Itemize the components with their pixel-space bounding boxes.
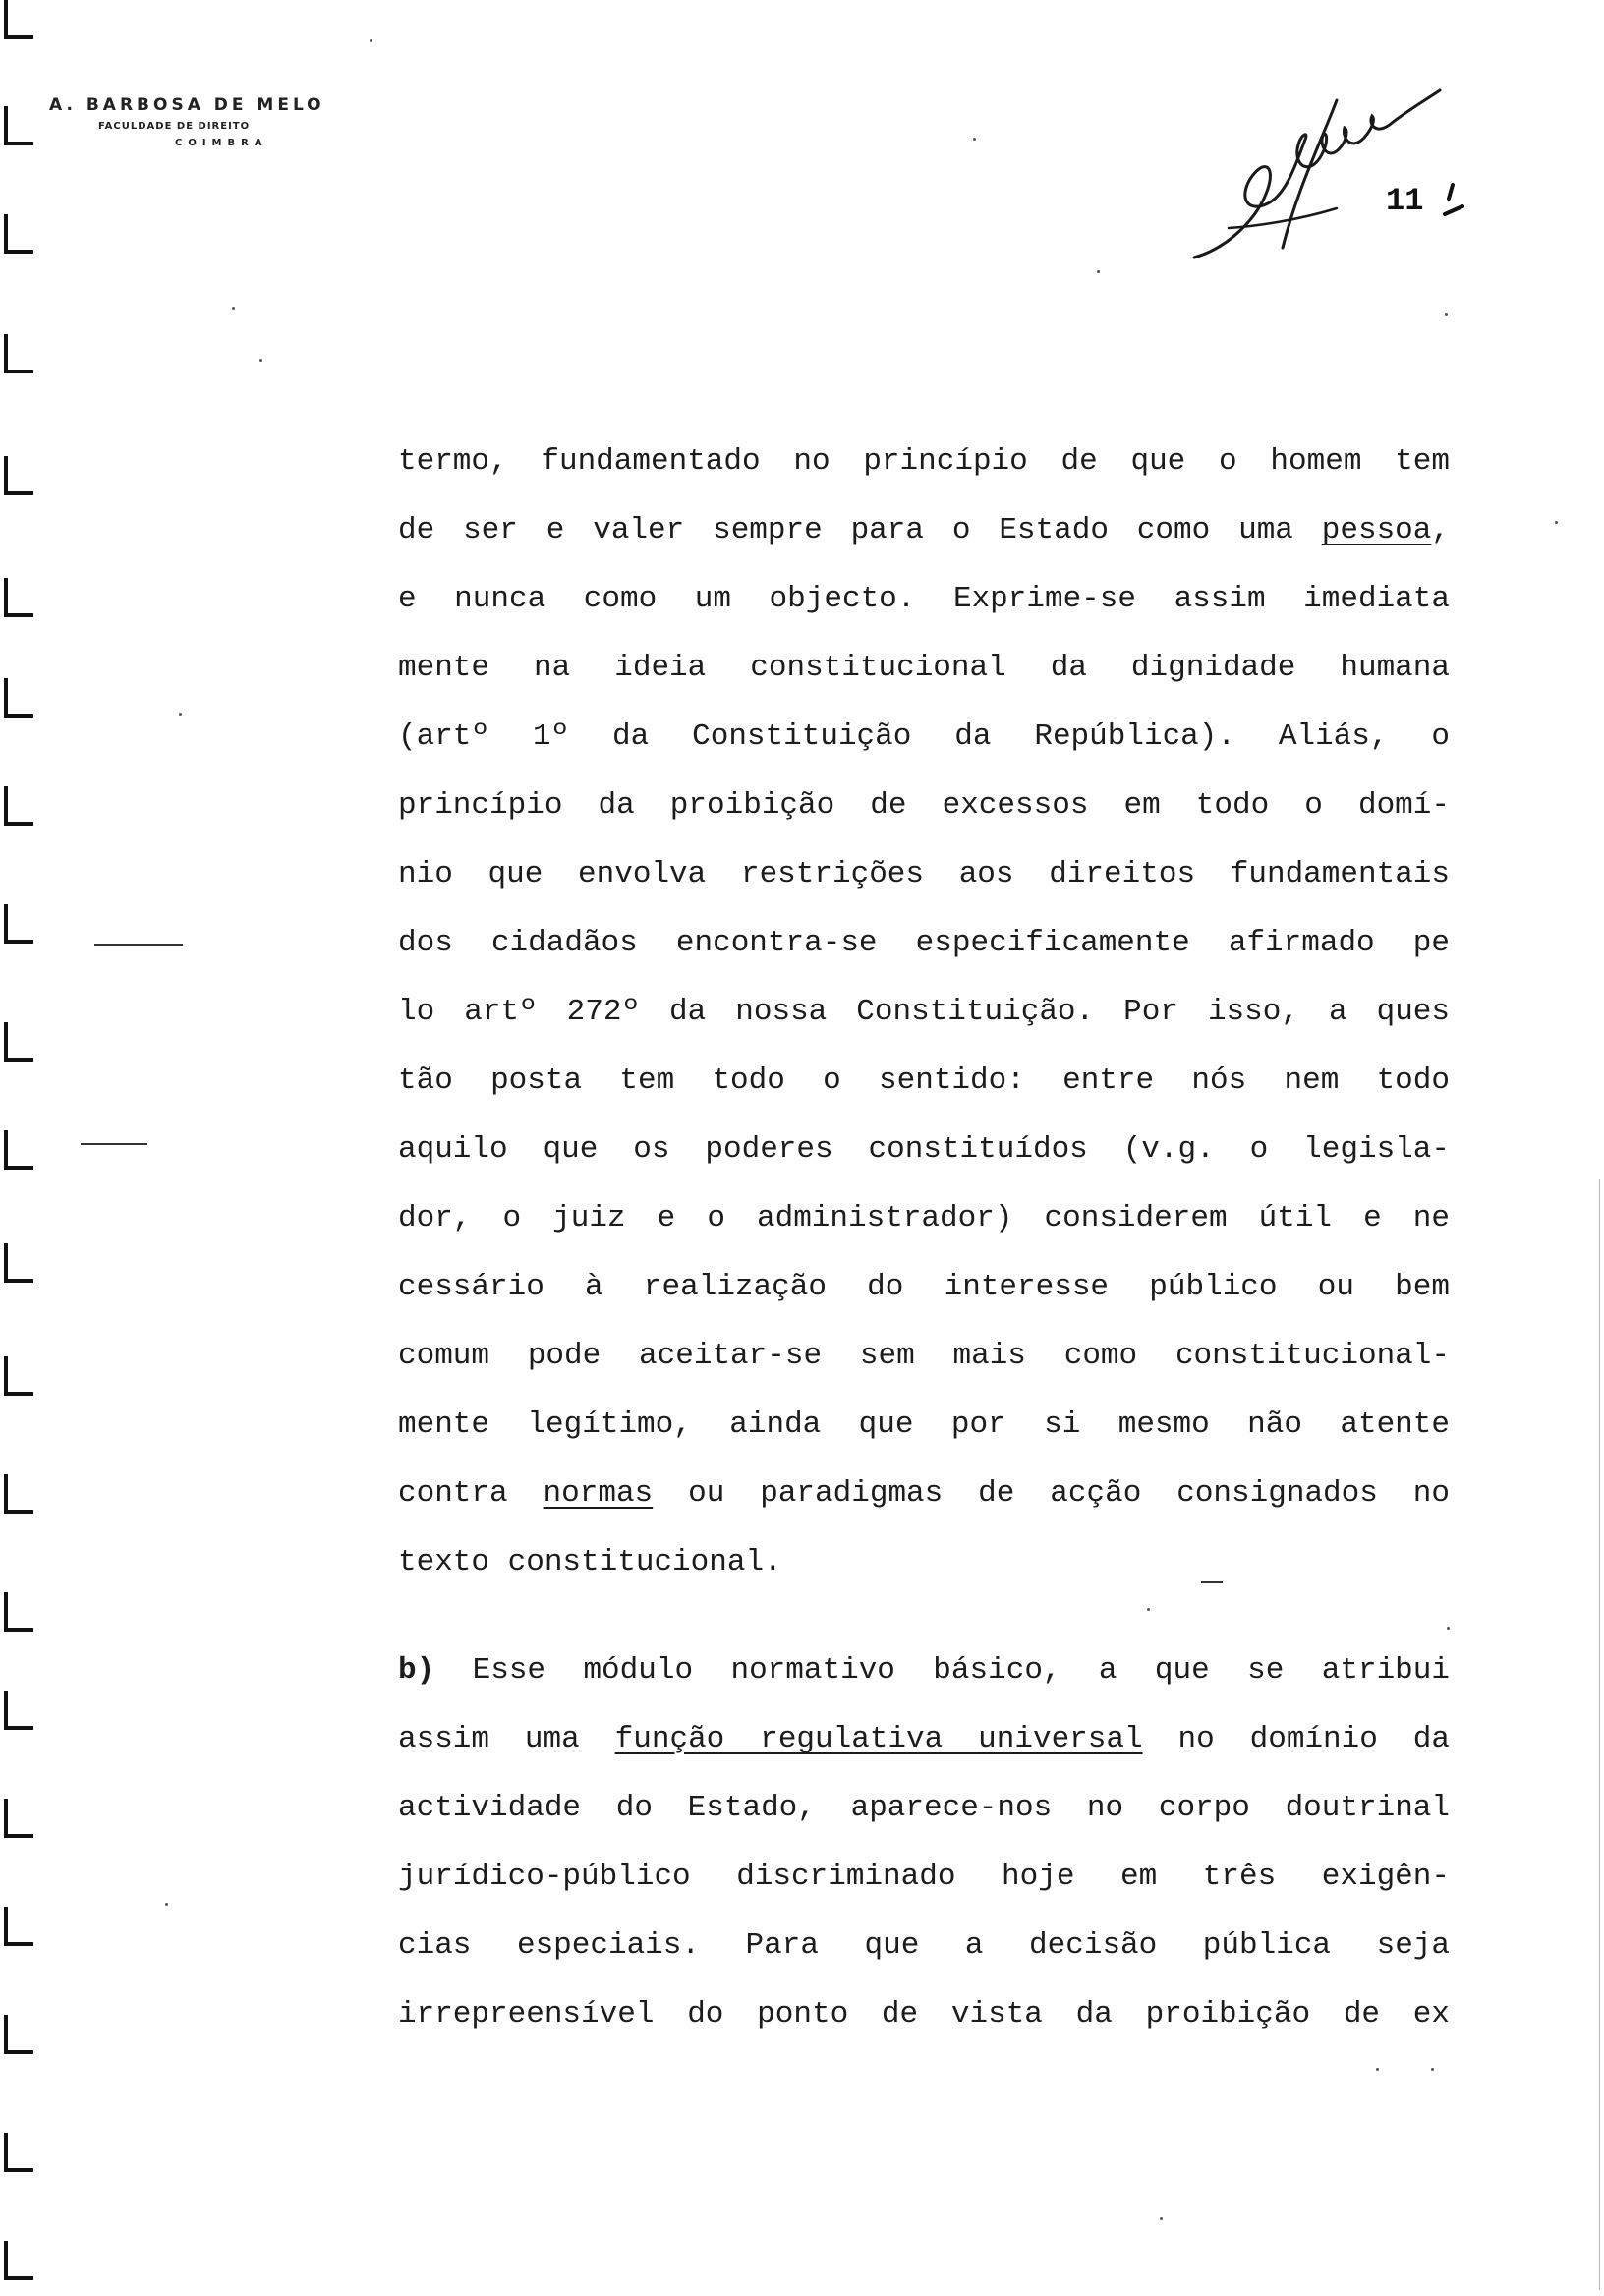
edge-mark: [4, 904, 33, 944]
text-line: cessário à realização do interesse público ou bem: [398, 1270, 1450, 1304]
text-line: de ser e valer sempre para o Estado como uma pessoa,: [398, 513, 1450, 547]
letterhead-city: COIMBRA: [175, 138, 268, 149]
text-line: dos cidadãos encontra-se especificamente afirmado pe: [398, 926, 1450, 960]
handwritten-signature: [1189, 81, 1445, 267]
edge-mark: [4, 2133, 33, 2172]
page-number-mark: [1435, 177, 1474, 236]
edge-mark: [4, 214, 33, 254]
stray-dot: [1431, 2068, 1434, 2071]
edge-mark: [4, 456, 33, 495]
edge-mark: [4, 1592, 33, 1632]
text-line: princípio da proibição de excessos em todo o domí-: [398, 788, 1450, 823]
scan-edge: [1599, 1179, 1600, 2290]
text-line: [398, 1636, 1450, 1705]
text-line: contra normas ou paradigmas de acção consignados no: [398, 1476, 1450, 1511]
edge-mark: [4, 1130, 33, 1170]
stray-dot: [1445, 313, 1448, 316]
stray-dot: [1447, 1627, 1450, 1630]
stray-dot: [1160, 2217, 1163, 2220]
underlined-text: normas: [543, 1476, 654, 1511]
text-line: jurídico-público discriminado hoje em três exigên-: [398, 1860, 1450, 1894]
stray-mark: [1201, 1581, 1223, 1583]
text-line: cias especiais. Para que a decisão pública seja: [398, 1928, 1450, 1963]
text-line: lo artº 272º da nossa Constituição. Por isso, a ques: [398, 995, 1450, 1029]
stray-dot: [1555, 521, 1558, 524]
stray-dot: [1097, 270, 1100, 273]
stray-dot: [259, 359, 262, 362]
edge-mark: [4, 1691, 33, 1730]
paragraph-2: [398, 1636, 1450, 2049]
edge-mark: [4, 334, 33, 373]
edge-mark: [4, 786, 33, 826]
stray-dot: [370, 39, 372, 42]
edge-mark: [4, 2241, 33, 2280]
text-line-content: Esse módulo normativo básico, a que se atribui: [472, 1653, 1450, 1688]
text-line: e nunca como um objecto. Exprime-se assim imediata: [398, 582, 1450, 616]
letterhead-name: A. BARBOSA DE MELO: [49, 95, 325, 115]
binder-edge-marks: [0, 0, 39, 2296]
edge-mark: [4, 1243, 33, 1283]
stray-mark: [81, 1143, 147, 1145]
stray-dot: [179, 713, 182, 716]
edge-mark: [4, 0, 33, 39]
text-line: actividade do Estado, aparece-nos no corpo doutrinal: [398, 1791, 1450, 1825]
stray-dot: [973, 138, 976, 141]
stray-dot: [1376, 2068, 1379, 2071]
text-line: nio que envolva restrições aos direitos fundamentais: [398, 857, 1450, 891]
edge-mark: [4, 1907, 33, 1946]
list-marker: b): [398, 1653, 435, 1688]
paragraph-1: [398, 428, 1450, 1597]
text-line: comum pode aceitar-se sem mais como constitucional-: [398, 1339, 1450, 1373]
edge-mark: [4, 578, 33, 617]
text-line: tão posta tem todo o sentido: entre nós nem todo: [398, 1063, 1450, 1098]
stray-dot: [232, 307, 235, 310]
text-line: irrepreensível do ponto de vista da proibição de ex: [398, 1997, 1450, 2032]
stray-dot: [1147, 1608, 1150, 1611]
edge-mark: [4, 1356, 33, 1396]
letterhead-faculty: FACULDADE DE DIREITO: [98, 121, 251, 133]
stray-mark: [94, 944, 183, 946]
edge-mark: [4, 1022, 33, 1062]
stray-dot: [165, 1903, 168, 1906]
edge-mark: [4, 106, 33, 145]
text-line: mente legítimo, ainda que por si mesmo não atente: [398, 1407, 1450, 1442]
edge-mark: [4, 678, 33, 718]
page-number: 11: [1386, 183, 1424, 219]
text-line: aquilo que os poderes constituídos (v.g. o legisla-: [398, 1132, 1450, 1167]
text-line: (artº 1º da Constituição da República). Aliás, o: [398, 719, 1450, 754]
text-line: dor, o juiz e o administrador) considerem útil e ne: [398, 1201, 1450, 1235]
letterhead: [49, 94, 325, 149]
edge-mark: [4, 1474, 33, 1514]
text-line: mente na ideia constitucional da dignidade humana: [398, 651, 1450, 685]
text-line: termo, fundamentado no princípio de que o homem tem: [398, 444, 1450, 479]
underlined-text: função regulativa universal: [614, 1722, 1143, 1756]
text-line: texto constitucional.: [398, 1545, 782, 1579]
edge-mark: [4, 2015, 33, 2054]
text-line: assim uma função regulativa universal no domínio da: [398, 1722, 1450, 1756]
edge-mark: [4, 1799, 33, 1838]
underlined-text: pessoa: [1321, 513, 1432, 547]
